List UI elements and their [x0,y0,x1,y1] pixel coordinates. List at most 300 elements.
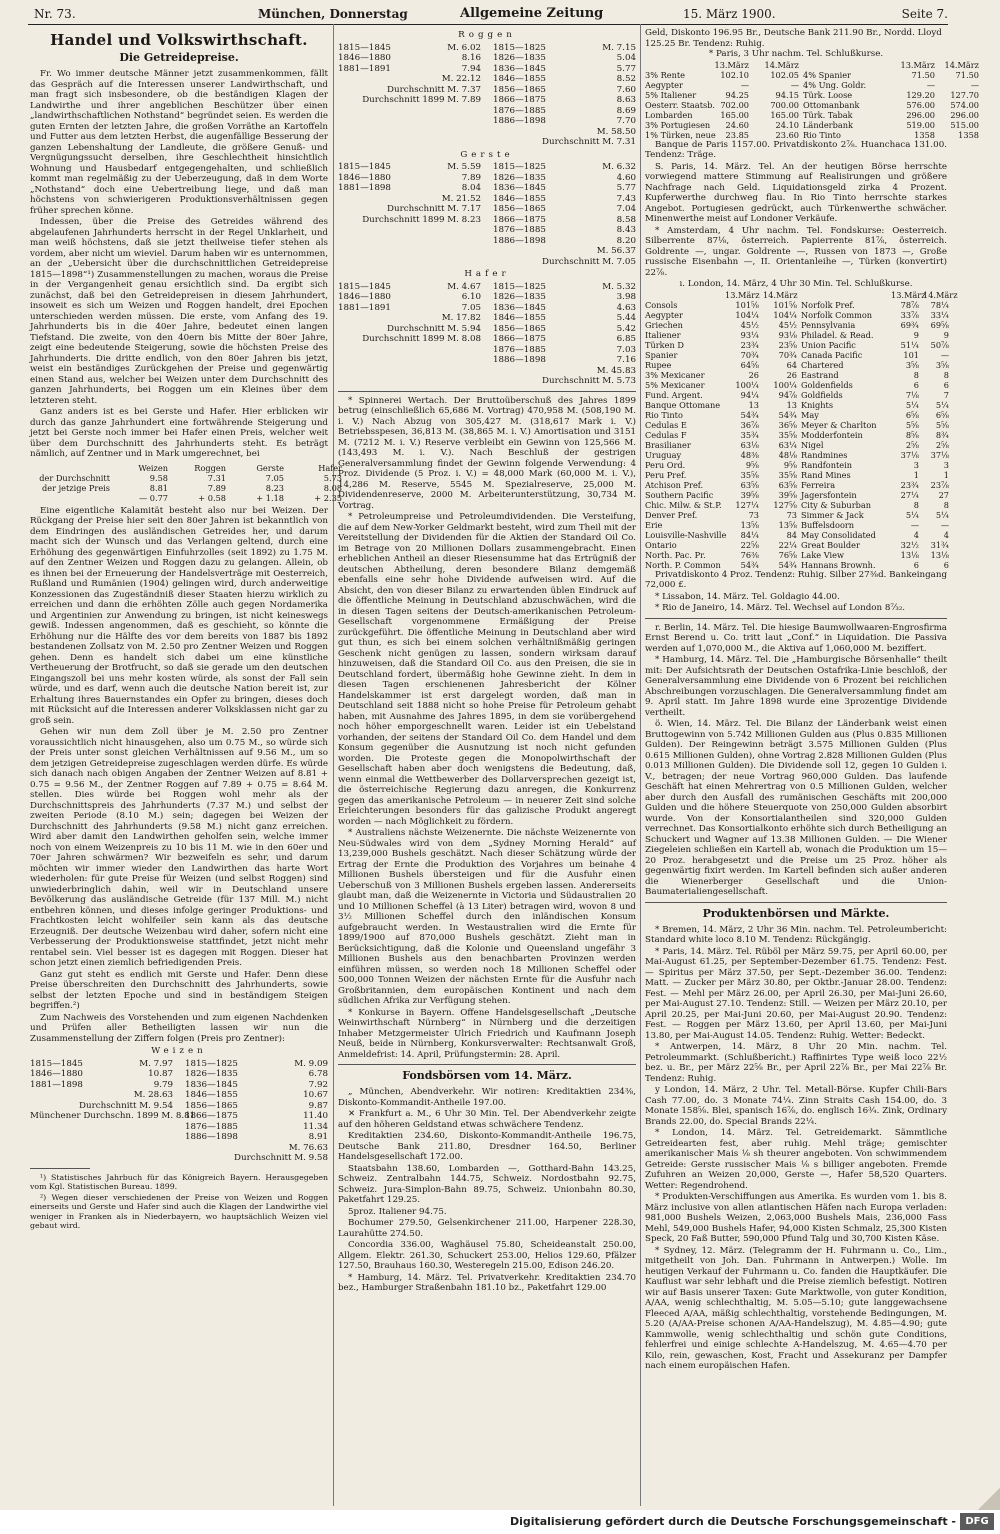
table-cell: Buffelsdoorn [801,519,855,530]
table-cell: Italiener [645,329,681,340]
digitization-footer [0,1510,1000,1534]
products-title: Produktenbörsen und Märkte. [702,906,890,920]
paragraph: * Spinnerei Wertach. Der Bruttoüberschuß des Jahres 1899 betrug (einschließlich 65,686 M. Vortrag) 470,958 M. (508,190 M. i. V.) Nach Abzug von 305,427 M. (318,617 Mark i. V.) Betriebsspesen, 36,813 M. (38,865 M. i. V.) Amortisation und 3151 M. (7212 M. i. V.) Reserve verbleibt ein Gewinn von 125,566 M. (143,493 M. i. V.). Nach Beschluß der gestrigen Generalversammlung findet der Gewinn folgende Verwendung: 4 Proz. Dividende (5 Proz. i. V.) = 48,000 Mark (60,000 M. i. V.), 14,286 M. Reserve, 5545 M. Spezialreserve, 25,000 M. Dividendenreserve, 2000 M. Arbeiterunterstützung, 30,734 M. Vortrag. [338,395,636,511]
header-rule [28,24,948,25]
table-cell: 700.00 [770,99,799,110]
table-row: 1866—1875 8.63 [492,95,636,105]
table-cell: + 0.58 [198,492,226,503]
table-row: 1856—1865 9.87 [184,1100,328,1111]
table-cell: 8.23 [265,482,284,493]
paragraph: Fr. Wo immer deutsche Männer jetzt zusammenkommen, fällt das Gespräch auf die Interessen unserer Landwirthschaft, und man fragt sich insbesondere, ob die beständigen Klagen der Landwirthe und ihrer angeblichen Beschützer über einen „landwirthschaftlichen Nothstand“ begründet seien. Es werden die guten Ernten der letzten Jahre, die großen Vorräthe an Kartoffeln und Futter aus dem letzten Herbst, die augenfällige Besserung der ganzen Lebenshaltung der Landleute, die größere Genuß- und Vergnügungssucht derselben, ihre Geschlechtheit hinsichtlich Wohnung und Hausbedarf entgegengehalten, und schließlich kommt man regelmäßig zu der Ueberzeugung, daß in dem Worte „Nothstand“ doch eine Uebertreibung liege, und daß man höchstens von schwierigeren Produktionsverhältnissen gegen früher sprechen könne. [30,69,328,216]
page-number: Seite 7. [901,7,948,21]
table-cell: 3 [943,459,949,470]
table-cell: Canada Pacific [801,349,863,360]
paragraph: Staatsbahn 138.60, Lombarden —, Gotthard-Bahn 143.25, Schweiz. Zentralbahn 144.75, Schweiz. Nordostbahn 92.75, Schweiz. Jura-Simplon-Bahn 89.75, Schweiz. Unionbahn 80.30, Paketfahrt 129.25. [338,1163,636,1205]
table-cell: 45½ [778,319,797,330]
table-cell: 104¼ [773,309,797,320]
table-cell: 102.05 [770,69,799,80]
table-cell: Peru Pref. [645,469,687,480]
london-heading: ı. London, 14. März, 4 Uhr 30 Min. Tel. Schlußkurse. [679,279,913,289]
table-cell: 9⅝ [783,459,797,470]
table-cell: Union Pacific [801,339,856,350]
average-line: Durchschnitt M. 5.94 [387,323,482,334]
table-cell: Chic. Milw. & St.P. [645,499,722,510]
table-cell: Knights [801,399,834,410]
table-cell: 37⅛ [900,449,919,460]
roggen-table [338,43,636,148]
table-row: 1886—1898 7.70 [492,116,636,126]
table-row: 1826—1835 3.98 [492,292,636,302]
table-cell: 5.73 [323,472,342,483]
table-heading: Hafer [464,269,510,279]
table-cell: 3 [913,459,919,470]
table-cell: 24.60 [725,119,749,130]
table-cell: 3⅝ [905,359,919,370]
table-row: M. 76.63 [288,1142,328,1153]
table-cell: 27¼ [900,489,919,500]
table-cell: 63⅝ [740,479,759,490]
table-row: 1846—1880 6.10 [338,292,482,302]
table-row: M. 21.52 [441,193,482,204]
table-cell: Ontario [645,539,677,550]
table-cell: 35⅝ [778,469,797,480]
table-cell: 1 [943,469,949,480]
paragraph: * Konkurse in Bayern. Offene Handelsgesellschaft „Deutsche Weinwirthschaft Nürnberg“ in Nürnberg und die derzeitigen Inhaber Metzgermeister Ulrich Friedrich und Kaufmann Joseph Neuß, beide in Nürnberg, Konkursverwalter: Rechtsanwalt Groß, Anmeldefrist: 14. April, Prüfungstermin: 28. April. [338,1007,636,1060]
table-cell: 5¼ [935,509,949,520]
table-cell: 9 [913,329,919,340]
footer-credit: Digitalisierung gefördert durch die Deutsche Forschungsgemeinschaft - [509,1515,956,1528]
table-cell: 4% Ung. Goldr. [803,79,867,90]
table-cell: 8 [943,499,949,510]
price-comparison-table [36,462,342,503]
average-line: Durchschnitt M. 7.17 [387,204,482,214]
weizen-periods-decades [185,1059,328,1164]
table-cell: 101⅝ [773,299,797,310]
table-cell: Uruguay [645,449,682,460]
table-row: M. 22.12 [441,74,482,84]
table-cell: 63⅛ [740,439,759,450]
table-row: 1836—1845 7.92 [184,1079,328,1090]
table-cell: North. Pac. Pr. [645,549,706,560]
table-row: 1836—1845 5.77 [492,183,636,193]
table-cell: 35⅝ [740,469,759,480]
table-row: 1826—1835 5.04 [492,53,636,63]
table-cell: 6 [943,379,949,390]
table-header: 13.März [891,289,926,300]
london-quotes-table [645,289,958,570]
table-cell: Meyer & Charlton [801,419,877,430]
table-cell: 101 [903,349,919,360]
average-line: Durchschnitt M. 7.37 [387,84,482,95]
table-cell: 22¼ [778,539,797,550]
table-cell: 69⅝ [930,319,949,330]
table-cell: 296.00 [950,109,979,120]
table-cell: Spanier [645,349,678,360]
table-cell: 31¾ [930,539,949,550]
table-cell: Rand Mines [801,469,851,480]
table-cell: 51¼ [900,339,919,350]
table-cell: 8.08 [323,482,342,493]
table-row: 1815—1825 M. 9.09 [184,1058,328,1069]
table-cell: 35¾ [740,429,759,440]
table-cell: 64⅝ [740,359,759,370]
table-cell: Simmer & Jack [801,509,864,520]
table-cell: 3% Mexicaner [645,369,705,380]
table-cell: Länderbank [803,119,853,130]
table-cell: 84¼ [740,529,759,540]
table-cell: 48⅜ [740,449,759,460]
table-cell: Nigel [801,439,824,450]
table-cell: 165.00 [770,109,799,120]
average-line: Durchschnitt 1899 M. 8.23 [362,214,482,225]
table-cell: 54¾ [778,409,797,420]
table-cell: 9.58 [149,472,168,483]
table-cell: Goldenfields [801,379,853,390]
table-cell: 39⅝ [740,489,759,500]
table-heading: Roggen [458,30,516,40]
table-cell: 2⅝ [905,439,919,450]
table-row: 1866—1875 8.58 [492,214,636,225]
table-cell: 7 [943,389,949,400]
paragraph: Bochumer 279.50, Gelsenkirchener 211.00, Harpener 228.30, Laurahütte 274.50. [338,1218,636,1239]
table-cell: 5¼ [935,399,949,410]
table-cell: 7⅛ [905,389,919,400]
table-row: 1815—1845 M. 4.67 [338,281,482,292]
table-cell: 101⅝ [735,299,759,310]
table-row: 1881—1898 8.04 [338,183,482,193]
paragraph: Zum Nachweis des Vorstehenden und zum eigenen Nachdenken und Prüfen aller Betheiligten lassen wir nun die Zusammenstellung der Ziffern folgen (Preis pro Zentner): [30,1012,328,1044]
table-cell: Griechen [645,319,683,330]
table-cell: 63¼ [778,439,797,450]
table-row: 1826—1835 6.78 [184,1069,328,1079]
table-cell: 63⅝ [778,479,797,490]
table-cell: 1358 [958,129,979,140]
table-row: 1856—1865 7.60 [492,84,636,95]
table-row: 1876—1885 8.69 [492,105,636,116]
table-cell: 5% Italiener [645,89,697,100]
table-cell: 8 [913,499,919,510]
table-header: 13.März [714,59,749,70]
table-cell: 70¾ [778,349,797,360]
table-cell: — [940,519,949,530]
table-cell: 94¼ [740,389,759,400]
table-row: 1815—1825 M. 7.15 [492,42,636,53]
paragraph: ✕ Frankfurt a. M., 6 Uhr 30 Min. Tel. Der Abendverkehr zeigte auf den höheren Geldstand etwas schwächere Tendenz. [338,1109,636,1130]
average-line: Durchschnitt M. 5.73 [542,376,636,386]
table-cell: Randfontein [801,459,853,470]
table-cell: 6 [913,559,919,570]
table-cell: Louisville-Nashville [645,529,727,540]
table-cell: 78¼ [930,299,949,310]
table-row: 1876—1885 11.34 [184,1121,328,1132]
table-cell: Fund. Argent. [645,389,703,400]
table-cell: 35⅝ [778,429,797,440]
table-cell: 71.50 [911,69,935,80]
table-cell: 32½ [900,539,919,550]
table-cell: 8¾ [935,429,949,440]
table-cell: 73 [748,509,759,520]
paragraph: * Hamburg, 14. März. Tel. Die „Hamburgische Börsenhalle“ theilt mit: Der Aufsichtsrath der Deutschen Ostafrika-Linie beschloß, der Generalversammlung eine Dividende von 6 Prozent bei reichlichen Abschreibungen vorzuschlagen. Die Generalversammlung findet am 9. April statt. Im Jahre 1898 wurde eine 3prozentige Dividende vertheilt. [645,655,947,718]
paragraph: Indessen, über die Preise des Getreides während des abgelaufenen Jahrhunderts herrscht in der Regel Unklarheit, und man weiß höchstens, daß sie jetzt theilweise tiefer stehen als vordem, aber nicht um wieviel. Darum haben wir es unternommen, an der „Uebersicht über die durchschnittlichen Getreidepreise 1815—1898“¹) Zusammenstellungen zu machen, woraus die Preise in der Vergangenheit genau ersichtlich sind. Da ergibt sich zunächst, daß bei den Getreidepreisen in diesem Jahrhundert, insoweit es sich um Weizen und Roggen handelt, drei Epochen unterschieden werden müssen. Die erste, vom Anfang des 19. Jahrhunderts bis in die 40er Jahre, bedeutet einen langen Tiefstand. Die zweite, von den 40ern bis Mitte der 80er Jahre, zeigt eine bedeutende Steigerung, sowie die höchsten Preise des Jahrhunderts. Die dritte endlich, von den 80er Jahren bis jetzt, weist ein beständiges Zurückgehen der Preise und gegenwärtig einen Stand aus, welcher bei Weizen unter dem Durchschnitt des ganzen Jahrhunderts, bei Roggen um ein Kleines über dem letzteren steht. [30,217,328,406]
table-cell: 54¾ [740,559,759,570]
table-cell: 94⅞ [778,389,797,400]
table-cell: — [940,349,949,360]
table-header: 14.März [923,289,958,300]
table-cell: 76⅝ [778,549,797,560]
average-line: Münchener Durchschn. 1899 M. 8.81 [30,1111,196,1121]
table-cell: — [740,79,749,90]
paragraph: Eine eigentliche Kalamität besteht also nur bei Weizen. Der Rückgang der Preise hier seit den 80er Jahren ist bekanntlich von dem Eindringen des ausländischen Getreides her, und darum macht sich der Wunsch und das Verlangen geltend, durch eine Erhöhung des gegenwärtigen Einfuhrzolles (seit 1892) zu 1.75 M. auf den Zentner Weizen und Roggen dazu zu gelangen. Allein, ob es ihnen bei der Erneuerung der Handelsverträge mit Oesterreich, Rußland und Rumänien (1904) gelingen wird, durch anderweitige Konzessionen das Zugeständniß dieser Staaten hierzu wirklich zu erreichen und dann die erhöhten Zölle auch gegen Nordamerika und Argentinien zur Anwendung zu bringen, ist nicht keineswegs gewiß. Indessen angenommen, daß es geschieht, so könnte die Erhöhung nur die Hälfte des vor dem bereits von 1887 bis 1892 bestandenen Zollsatz von M. 2.50 pro Zentner Weizen und Roggen gehen. Denn es handelt sich dabei um eine künstliche Vertheuerung der Brotfrucht, so daß sie gerade um den deutschen Eingangszoll bei uns mehr kosten würde, als sonst der Fall sein würde, und es darf, wenn auch die deutsche Nation bereit ist, zur Erhaltung ihres Bauernstandes ein Opfer zu bringen, dieses doch mit Rücksicht auf die Interessen anderer Volksklassen nicht gar zu groß sein. [30,505,328,726]
gerste-periods-decades [493,162,636,267]
table-row: M. 45.83 [596,365,636,376]
table-cell: 5% Mexicaner [645,379,705,390]
table-row: 1881—1891 7.05 [338,302,482,313]
table-heading: Gerste [460,149,514,160]
table-row: 1815—1845 M. 7.97 [30,1058,174,1069]
table-cell: 9⅝ [745,459,759,470]
table-cell: 5⅝ [905,419,919,430]
table-row: 1886—1898 7.16 [492,355,636,365]
table-cell: 3⅝ [935,359,949,370]
table-row: 1826—1835 4.60 [492,172,636,183]
text-line: * Paris, 3 Uhr nachm. Tel. Schlußkurse. [708,49,884,59]
table-header: 13.März [900,59,935,70]
table-cell: 7.89 [207,482,226,493]
paragraph: * Produkten-Verschiffungen aus Amerika. Es wurden vom 1. bis 8. März inclusive von allen atlantischen Häfen nach Europa verladen: 981,000 Bushels Weizen, 2,063,000 Bushels Mais, 236,000 Fass Mehl, 549,000 Bushels Hafer, 94,000 Kisten Schmalz, 25,300 Kisten Speck, 20 Faß Butter, 590,000 Pfund Talg und 30,700 Kisten Käse. [645,1192,947,1244]
table-cell: Norfolk Common [801,309,873,320]
table-cell: 296.00 [906,109,935,120]
table-cell: 23¾ [740,339,759,350]
table-cell: Rupee [645,359,672,370]
table-header: Weizen [138,462,168,473]
table-cell: 13 [786,399,797,410]
table-cell: 5⅝ [935,419,949,430]
table-cell: 6⅝ [905,409,919,420]
column-1 [30,28,342,1458]
table-header: 14.März [764,59,799,70]
table-cell: Chartered [801,359,844,370]
text-line: 125.25 Br. Tendenz: Ruhig. [645,38,765,49]
table-cell: 13⅛ [930,549,949,560]
table-cell: 574.00 [950,99,979,110]
column-divider [640,24,641,1506]
table-cell: 1% Türken, neue [645,129,716,140]
table-cell: 36⅞ [740,419,759,430]
table-cell: 26 [786,369,797,380]
table-cell: 93⅛ [778,329,797,340]
table-cell: 26 [748,369,759,380]
table-cell: 84 [786,529,797,540]
table-cell: 70¾ [740,349,759,360]
table-row: M. 28.63 [133,1090,174,1100]
table-cell: Norfolk Pref. [801,299,855,310]
table-cell: 129.20 [906,89,935,100]
table-cell: 8.81 [149,482,168,493]
column-3 [645,28,979,1458]
table-cell: 8 [943,369,949,380]
table-cell: 2⅝ [935,439,949,450]
table-cell: 104¼ [735,309,759,320]
paragraph: * Bremen, 14. März, 2 Uhr 36 Min. nachm. Tel. Petroleumbericht: Standard white loco 8.10 M. Tendenz: Rückgängig. [645,924,947,945]
table-cell: Aegypter [645,79,683,90]
table-header: 13.März [725,289,760,300]
paragraph: Kreditaktien 234.60, Diskonto-Kommandit-Antheile 196.75, Deutsche Bank 211.80, Dresdner 164.50, Berliner Handelsgesellschaft 172.00. [338,1131,636,1162]
table-row: 1846—1880 8.16 [338,53,482,63]
paragraph: Privatdiskonto 4 Proz. Tendenz: Ruhig. Silber 27⅜d. Bankeingang 72,000 £. [645,569,947,590]
table-cell: 7.05 [265,472,284,483]
paragraph: Ganz anders ist es bei Gerste und Hafer. Hier erblicken wir durch das ganze Jahrhundert eine fortwährende Steigerung und jetzt bei Gerste noch immer bei Hafer einen Preis, welcher weit über dem Durchschnitt des Jahrhunderts steht. Es beträgt nämlich, auf Zentner und in Mark umgerechnet, bei [30,407,328,459]
page-corner [978,1488,1000,1510]
table-cell: 127⅝ [773,499,797,510]
table-row: 1846—1880 7.89 [338,172,482,183]
text-line: Geld, Diskonto 196.95 Br., Deutsche Bank 211.90 Br., Nordd. Lloyd [645,28,942,38]
table-cell: 23⅝ [778,339,797,350]
table-cell: 37⅛ [930,449,949,460]
table-cell: 8⅝ [905,429,919,440]
table-cell: 5¼ [905,399,919,410]
table-cell: Philadel. & Read. [801,329,874,340]
table-cell: Consols [645,299,678,310]
table-cell: 93¼ [740,329,759,340]
table-cell: + 2.35 [314,492,342,503]
table-cell: Lombarden [645,109,693,120]
table-cell: 94.25 [725,89,749,100]
table-header: Hafer [318,462,342,473]
dfg-logo: DFG [960,1513,994,1530]
table-cell: 4 [913,529,919,540]
table-cell: — 0.77 [138,492,168,503]
table-cell: Cedulas F [645,429,687,440]
table-cell: 13 [748,399,759,410]
table-row: 1836—1845 4.63 [492,302,636,313]
paragraph: * Sydney, 12. März. (Telegramm der H. Fuhrmann u. Co., Lim., mitgetheilt von Joh. Dan. Fuhrmann in Antwerpen.) Wolle. Im heutigen Verkauf der Fuhrmann u. Co. fanden die Hauptkäufer. Die Kauflust war sehr lebhaft und die Preise ziemlich befestigt. Notiren wir auf Basis unserer Taxen: Gute Marktwolle, von guter Kondition, A/AA, wenig schlechthaltig, M. 5.05—5.10; gute langgewachsene Fleeced A/AA, mäßig schlechthaltig, vorstehende Bedingungen, M. 5.20 (A/AA-Preise schonen A/AA-Handelszug), M. 4.85—4.90; gute Kammwolle, wenig schlechthaltig und schön gute Conditions, fehlerfrei und einige schlechte A-Handelszug, M. 4.65—4.70 per Kilo, rein, gewaschen, Kost, Fracht und Assekuranz per Dampfer nach einem europäischen Hafen. [645,1245,947,1371]
table-cell: Cedulas E [645,419,687,430]
table-cell: — [790,79,799,90]
table-cell: 36⅝ [778,419,797,430]
table-cell: Ferreira [801,479,836,490]
table-cell: 6 [943,559,949,570]
paragraph: * Amsterdam, 4 Uhr nachm. Tel. Fondskurse: Oesterreich. Silberrente 87⅛, österreich. Papierrente 81⅞, österreich. Goldrente —, ungar. Goldrente —, Russen von 1873 —, Große russische Eisenbahn —, II. Orientanleihe —, Türken (konvertirt) 22⅞. [645,225,947,278]
table-cell: 127.70 [950,89,979,100]
table-row: 1836—1845 5.77 [492,63,636,74]
table-cell: 24.10 [775,119,799,130]
table-row: 1815—1825 M. 5.32 [492,281,636,292]
table-cell: 23.85 [725,129,749,140]
table-cell: der Durchschnitt [39,472,110,483]
table-cell: 48⅛ [778,449,797,460]
paragraph: „ München, Abendverkehr. Wir notiren: Kreditaktien 234⅜, Diskonto-Kommandit-Antheile 197.00. [338,1087,636,1108]
masthead: Allgemeine Zeitung [460,6,604,21]
table-header: Gerste [256,462,284,473]
table-cell: Randmines [801,449,848,460]
column-divider [333,24,334,1506]
table-cell: 23⅞ [930,479,949,490]
table-header [803,60,887,70]
average-line: Durchschnitt M. 7.05 [542,256,636,267]
table-cell: 71.50 [955,69,979,80]
table-cell: — [910,519,919,530]
table-cell: 9 [943,329,949,340]
table-cell: 13⅝ [740,519,759,530]
table-row: 1876—1885 7.03 [492,344,636,355]
table-row: 1881—1891 7.94 [338,63,482,74]
gerste-periods-long [338,162,481,267]
table-row: 1846—1855 8.52 [492,74,636,84]
footnote-rule [30,1168,90,1169]
table-cell: 8 [913,369,919,380]
table-cell: 100¼ [773,379,797,390]
gerste-table [338,162,636,267]
average-line: Durchschnitt M. 7.31 [542,137,636,147]
issue-number: Nr. 73. [34,7,76,21]
table-cell: 73 [786,509,797,520]
table-cell: North. P. Common [645,559,721,570]
table-header: 14.März [944,59,979,70]
table-row: 1866—1875 11.40 [184,1111,328,1121]
paragraph: ö. Wien, 14. März. Tel. Die Bilanz der Länderbank weist einen Bruttogewinn von 5.742 Millionen Gulden aus (Plus 0.835 Millionen Gulden). Der Reingewinn beträgt 3.575 Millionen Gulden (Plus 0.615 Millionen Gulden), ohne Vortrag 2.828 Millionen Gulden (Plus 0.013 Millionen Gulden). Die Dividende soll 12, gegen 10 Gulden i. V., betragen; der neue Vortrag 960,000 Gulden. Das laufende Geschäft hat einen Mehrertrag von 0.5 Millionen Gulden, welcher aber durch den Ausfall des rumänischen Geschäfts mit 200,000 Gulden und die höhere Steuerquote von 250,000 Gulden absorbirt wurde. Von der Konsortialantheilen sind 320,000 Gulden verrechnet. Das Konsortialkonto erhöhte sich durch Betheiligung an Schuckert und Wagner auf 13.38 Millionen Gulden. — Die Wiener Ziegeleien schließen ein Kartell ab, wonach die Produktion um 15—20 Proz. herabgesetzt und die Preise um 25 Proz. höher als gegenwärtig fixirt werden. Im Kartell befinden sich außer anderen die Wienerberger Gesellschaft und die Union-Baumaterialiengesellschaft. [645,719,947,897]
article-title: Die Getreidepreise. [119,51,239,64]
table-cell: Ottomanbank [803,99,860,110]
table-cell: Banque Ottomane [645,399,721,410]
hafer-table [338,282,636,387]
table-row: 1856—1865 7.04 [492,204,636,214]
average-line: Durchschnitt M. 9.54 [79,1100,174,1111]
paragraph: Ganz gut steht es endlich mit Gerste und Hafer. Denn diese Preise überschreiten den Durchschnitt des Jahrhunderts, sowie selbst der letzten Epoche und sind in beständigem Steigen begriffen.²) [30,969,328,1011]
table-cell: Aegypter [645,309,683,320]
table-cell: 515.00 [950,119,979,130]
table-header: Roggen [194,462,226,473]
paragraph: * Antwerpen, 14. März, 8 Uhr 20 Min. nachm. Tel. Petroleummarkt. (Schlußbericht.) Raffinirtes Type weiß loco 22½ bez. u. Br., per März 22⅝ Br., per April 22⅞ Br., per Mai 22⅞ Br. Tendenz: Ruhig. [645,1042,947,1084]
table-cell: 27 [938,489,949,500]
table-heading: Weizen [151,1046,207,1056]
section-rule [338,1064,636,1065]
table-cell [36,493,110,503]
paragraph: Concordia 336.00, Waghäusel 75.80, Scheideanstalt 250.00, Allgem. Elektr. 261.30, Schuckert 253.00, Helios 129.60, Pfälzer 127.50, Brauhaus 160.30, Westeregeln 215.00, Edison 246.20. [338,1240,636,1271]
table-cell: 102.10 [720,69,749,80]
table-row: 1815—1845 M. 5.59 [338,162,482,172]
table-cell: 6⅝ [935,409,949,420]
table-cell: 22⅝ [740,539,759,550]
table-cell: 519.00 [906,119,935,130]
paris-quotes-table [645,59,979,140]
table-cell: 54¾ [778,559,797,570]
table-cell: Southern Pacific [645,489,714,500]
table-cell: 13⅛ [900,549,919,560]
table-cell: 702.00 [720,99,749,110]
dateline-city: München, Donnerstag [258,7,408,21]
table-cell: Brasilianer [645,439,691,450]
paragraph: Banque de Paris 1157.00. Privatdiskonto 2⅞. Huanchaca 131.00. Tendenz: Träge. [645,139,947,160]
paragraph: * Petroleumpreise und Petroleumdividenden. Die Versteifung, die auf dem New-Yorker Geldmarkt besteht, wird zum Theil mit der Vereitstellung der Dividenden für die Aktien der Standard Oil Co. im Betrage von 20 Millionen Dollars zusammengebracht. Einen erheblichen Antheil an dieser Riesensumme hat das Ertrügniß der deutschen Abtheilung, deren besondere Bilanz demgemäß ebenfalls eine sehr hohe Dividende aufweisen wird. Auf die Absicht, den von dieser Bilanz zu erwartenden üblen Eindruck auf die öffentliche Meinung in Deutschland abzuschwächen, wird die in diesen Tagen seitens der Deutsch-amerikanischen Petroleum-Gesellschaft vorgenommene Ermäßigung der Preise zurückgeführt. Die öffentliche Meinung in Deutschland aber wird gut thun, es sich bei einem solchen verhältnißmäßig geringen Geschenk nicht genügen zu lassen, sondern wirksam darauf hinzuweisen, daß die Standard Oil Co. aus den Preisen, die sie in Deutschland fordert, übermäßig hohe Gewinne zieht. In dem in diesen Tagen erschienenen Jahresbericht der Kölner Handelskammer ist erst dargelegt worden, daß man in Deutschland seit 1888 nicht so hohe Preise für Petroleum gehabt haben, mit Ausnahme des Jahres 1895, in dem sie vorübergehend noch höher emporgeschnellt waren. Leider ist ein Uebelstand vorhanden, der seitens der Standard Oil Co. dem Handel und dem Konsum gegenüber die Ausnutzung ist noch nicht gefunden worden. Die Proteste gegen die Monopolwirthschaft der Gesellschaft haben aber doch wenigstens die Bedeutung, daß, wenn einmal die Wettbewerber des Dollarversprechen gezeigt ist, die österreichische Regierung dazu anregen, die Konkurrenz gegen das amerikanische Petroleum — in neuerer Zeit sind solche Erleichterungen besonders für das galizische Produkt angeregt worden — nach Möglichkeit zu fördern. [338,512,636,827]
table-cell: Rio Tinto [803,129,841,140]
table-cell: Lake View [801,549,844,560]
table-cell: Türken D [645,339,684,350]
fonds-title: Fondsbörsen vom 14. März. [402,1069,572,1082]
table-cell: — [970,79,979,90]
table-cell: 33⅞ [900,309,919,320]
section-rule [338,391,636,392]
table-row: 1881—1898 9.79 [30,1079,174,1090]
table-cell: Türk. Tabak [803,109,853,120]
table-row: 1815—1845 M. 6.02 [338,42,482,53]
section-rule [645,902,947,903]
weizen-periods-long [30,1058,196,1164]
table-cell: Rio Tinto [645,409,683,420]
paragraph: * Australiens nächste Weizenernte. Die nächste Weizenernte von Neu-Südwales wird von dem „Sydney Morning Herald“ auf 13,239,000 Bushels geschätzt. Nach dieser Schätzung würde der Ertrag der Ernte die Produktion des Vorjahres um beinahe 4 Millionen Bushels übersteigen und für die Ausfuhr einen Ueberschuß von 3 Millionen Bushels ergeben lassen. Andererseits glaubt man, daß die Weizenernte in Victoria und Südaustralien 20 und 10 Millionen Scheffel (à 13 Liter) betragen wird, wovon 8 und 3½ Millionen Scheffel durch den inländischen Konsum aufgebraucht werden. In Westaustralien wird die Ernte für 1899/1900 auf 870,000 Bushels geschätzt. Zieht man in Berücksichtigung, daß die Kolonie und Queensland ungefähr 3 Millionen Bushels aus den benachbarten Provinzen werden einführen müssen, so werden noch 18 Millionen Scheffel oder 500,000 Tonnen Weizen der nächsten Ernte für die Ausfuhr nach Großbritannien, dem europäischen Kontinent und nach dem südlichen Afrika zur Verfügung stehen. [338,828,636,1006]
footnote: ²) Wegen dieser verschiedenen der Preise von Weizen und Roggen einerseits und Gerste und Hafer sind auch die Klagen der Landwirthe viel weniger in Franken als in Niederbayern, wo hauptsächlich Weizen viel gebaut wird. [30,1192,328,1230]
paragraph: 5proz. Italiener 94.75. [348,1206,447,1217]
paragraph: Gehen wir nun dem Zoll über je M. 2.50 pro Zentner voraussichtlich nicht hinausgehen, also um 0.75 M., so würde sich der Preis unter sonst gleichen Verhältnissen auf 9.56 M., um so dem jetzigen Getreidepreise zugeschlagen werden dürfe. Es würde sich danach nach obigen Angaben der Zentner Weizen auf 8.81 + 0.75 = 9.56 M., der Zentner Roggen auf 7.89 + 0.75 = 8.64 M. stellen. Dies würde bei Roggen wohl mehr als der Durchschnittspreis des Jahrhunderts (7.37 M.) und selbst der zweiten Periode (8.10 M.) sein; dagegen bei Weizen der Durchschnitt des Jahrhunderts (9.58 M.) nicht ganz erreichen. Wird aber damit den Landwirthen geholfen sein, welche immer noch von einem Weizenpreis zu 10 bis 11 M. wie in den 60er und 70er Jahren schwärmen? Wir bezweifeln es sehr, und darum möchten wir immer wieder den Landwirthen das harte Wort wiederholen: für gute Preise für Weizen (und selbst Roggen) sind unwiederbringlich dahin, weil wir in Deutschland unsere Bevölkerung das ausländische Getreide (für 137 Mill. M.) nicht entbehren können, und dieses infolge geringer Produktions- und Frachtkosten leicht wohlfeiler sein kann als das deutsche Erzeugniß. Der deutsche Weizenbau wird daher, sofern nicht eine Verbesserung der Produktionsweise stattfindet, jetzt nicht mehr rentabel sein. Viel besser ist es dagegen mit Roggen. Dieser hat schon jetzt einen ziemlich befriedigenden Preis. [30,727,328,968]
